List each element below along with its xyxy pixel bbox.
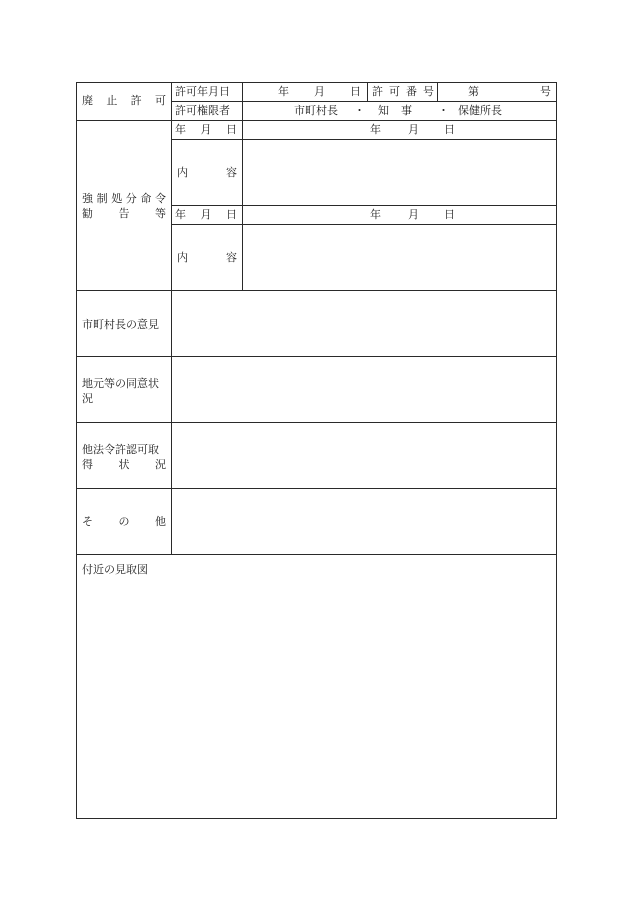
kyousei-label-2 bbox=[82, 207, 166, 221]
mayor-opinion-field[interactable] bbox=[172, 291, 556, 356]
permit-number-prefix: 第 bbox=[468, 85, 479, 98]
kyousei-entry1-date-label-text: 年 月 日 bbox=[175, 123, 237, 136]
permit-number-suffix: 号 bbox=[540, 85, 551, 98]
other-label bbox=[82, 515, 166, 529]
haishi-label-text: 廃 止 許 可 bbox=[82, 94, 166, 107]
authority-option-mayor[interactable]: 市町村長 bbox=[294, 104, 338, 117]
border-right bbox=[556, 82, 557, 819]
other-laws-label-line1: 他法令許認可取 bbox=[82, 443, 159, 456]
kyousei-entry1-year: 年 bbox=[370, 123, 381, 136]
permit-date-label-text: 許可年月日 bbox=[175, 85, 230, 98]
permit-number-label-text: 許 可 番 号 bbox=[372, 85, 434, 98]
sketch-label bbox=[82, 563, 202, 577]
divider-haishi-inner bbox=[171, 101, 557, 102]
authority-label bbox=[175, 104, 239, 118]
kyousei-label bbox=[82, 192, 166, 206]
local-consent-field[interactable] bbox=[172, 357, 556, 422]
haishi-label bbox=[82, 94, 166, 108]
local-consent-label-line2: 況 bbox=[82, 392, 93, 405]
local-consent-label-line1: 地元等の同意状 bbox=[82, 377, 159, 390]
kyousei-entry1-month: 月 bbox=[408, 123, 419, 136]
kyousei-entry2-month: 月 bbox=[408, 208, 419, 221]
other-label-text: そ の 他 bbox=[82, 515, 166, 528]
border-bottom bbox=[76, 818, 557, 819]
other-laws-label bbox=[82, 443, 168, 457]
permit-number-label bbox=[372, 85, 434, 99]
kyousei-entry1-date-label bbox=[175, 123, 237, 137]
authority-option-health-director[interactable]: 保健所長 bbox=[458, 104, 502, 117]
divider-after-haishi bbox=[76, 120, 557, 121]
mayor-opinion-label-text: 市町村長の意見 bbox=[82, 318, 159, 331]
kyousei-entry2-content-field[interactable] bbox=[243, 225, 556, 290]
kyousei-entry2-date-label bbox=[175, 208, 237, 222]
authority-option-governor[interactable]: 知事 bbox=[378, 104, 424, 117]
kyousei-entry1-day: 日 bbox=[444, 123, 455, 136]
kyousei-entry2-content-label bbox=[177, 251, 237, 265]
other-laws-label-2 bbox=[82, 458, 166, 472]
local-consent-label bbox=[82, 377, 168, 391]
kyousei-entry2-content-label-text: 内 容 bbox=[177, 251, 237, 264]
number-label-divider-right bbox=[437, 82, 438, 102]
permit-date-month: 月 bbox=[314, 85, 325, 98]
mayor-opinion-label bbox=[82, 318, 168, 332]
kyousei-entry2-date-label-text: 年 月 日 bbox=[175, 208, 237, 221]
kyousei-label-line1: 強 制 処 分 命 令 bbox=[82, 192, 166, 205]
permit-date-label bbox=[175, 85, 239, 99]
authority-label-text: 許可権限者 bbox=[175, 104, 230, 117]
authority-separator-2: ・ bbox=[438, 104, 449, 117]
border-top bbox=[76, 82, 557, 83]
other-laws-field[interactable] bbox=[172, 423, 556, 488]
number-label-divider-left bbox=[367, 82, 368, 102]
authority-separator-1: ・ bbox=[354, 104, 365, 117]
kyousei-entry1-content-field[interactable] bbox=[243, 140, 556, 205]
other-field[interactable] bbox=[172, 489, 556, 554]
permit-date-day: 日 bbox=[350, 85, 361, 98]
divider-after-other bbox=[76, 554, 557, 555]
permit-date-year: 年 bbox=[278, 85, 289, 98]
kyousei-entry2-year: 年 bbox=[370, 208, 381, 221]
kyousei-label-line2: 勧 告 等 bbox=[82, 207, 166, 220]
kyousei-entry2-day: 日 bbox=[444, 208, 455, 221]
sketch-area[interactable] bbox=[77, 580, 556, 818]
kyousei-entry1-content-label-text: 内 容 bbox=[177, 166, 237, 179]
sketch-label-text: 付近の見取図 bbox=[82, 563, 148, 576]
divider-kyousei-content1 bbox=[171, 205, 557, 206]
other-laws-label-line2: 得 状 況 bbox=[82, 458, 166, 471]
local-consent-label-2 bbox=[82, 392, 168, 406]
kyousei-entry1-content-label bbox=[177, 166, 237, 180]
